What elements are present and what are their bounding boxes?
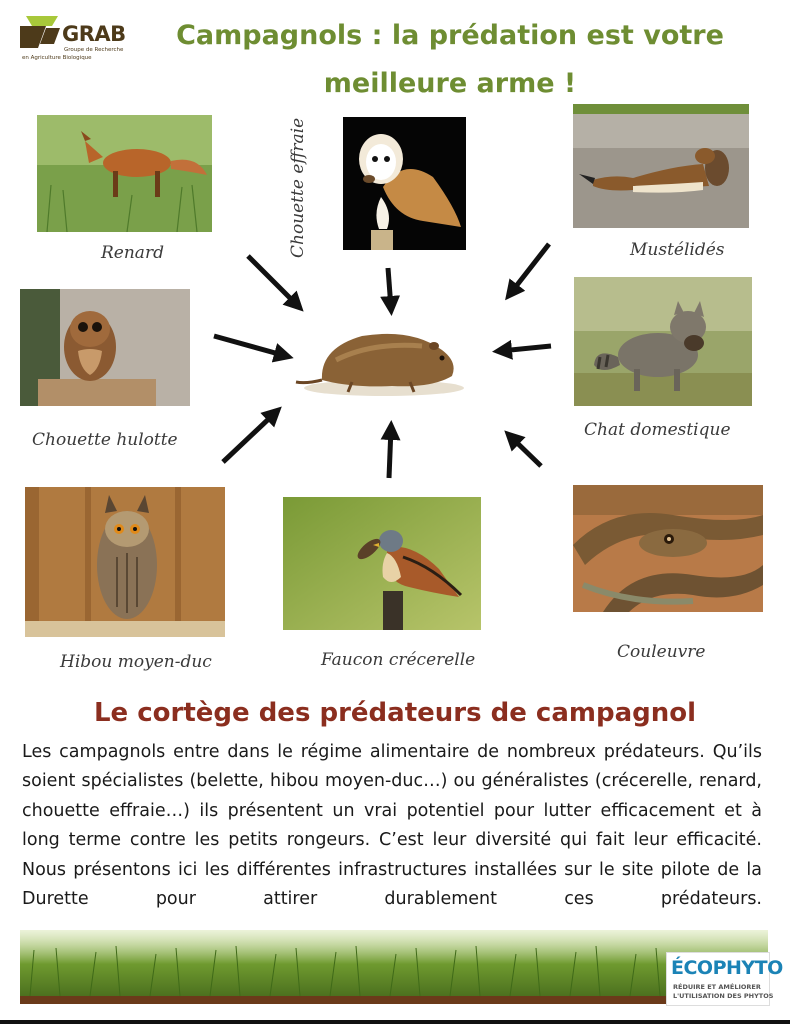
caption-mustelides: Mustélidés (630, 240, 725, 260)
page-title (150, 12, 750, 108)
logo-subtitle-1: Groupe de Recherche (64, 47, 124, 53)
logo-name: GRAB (62, 22, 126, 46)
photo-couleuvre (573, 485, 763, 612)
ecophyto-name: ÉCOPHYTO (671, 957, 783, 979)
caption-renard: Renard (101, 243, 164, 263)
photo-campagnol (292, 320, 474, 404)
caption-chouette-effraie: Chouette effraie (288, 117, 308, 258)
arrow-from-renard (248, 256, 298, 306)
footer-rule (0, 1020, 790, 1024)
arrow-from-chat-domestique (500, 346, 551, 351)
logo-subtitle-2: en Agriculture Biologique (22, 55, 92, 61)
photo-chouette-effraie (343, 117, 466, 250)
arrow-from-faucon-crecerelle (389, 428, 391, 478)
section-title: Le cortège des prédateurs de campagnol (93, 698, 697, 728)
photo-chat-domestique (574, 277, 752, 406)
arrow-from-chouette-effraie (388, 268, 391, 308)
photo-chouette-hulotte (20, 289, 190, 406)
grass-banner (20, 930, 768, 1004)
ecophyto-sub-1: RÉDUIRE ET AMÉLIORER (673, 983, 761, 991)
title-line-2: meilleure arme ! (323, 68, 577, 99)
caption-couleuvre: Couleuvre (617, 642, 706, 662)
ecophyto-sub-2: L'UTILISATION DES PHYTOS (673, 992, 774, 1000)
grab-logo-mark-icon (18, 14, 62, 50)
ecophyto-logo (666, 952, 783, 1006)
caption-chouette-hulotte: Chouette hulotte (32, 430, 178, 450)
grab-logo (18, 14, 148, 70)
arrow-from-chouette-hulotte (214, 336, 286, 356)
arrow-from-mustelides (510, 244, 549, 294)
photo-renard (37, 115, 212, 232)
photo-mustelides (573, 104, 749, 228)
arrow-from-hibou-moyen-duc (223, 412, 276, 462)
caption-hibou-moyen-duc: Hibou moyen-duc (60, 652, 212, 672)
arrow-from-couleuvre (510, 436, 541, 466)
photo-hibou-moyen-duc (25, 487, 225, 637)
title-line-1: Campagnols : la prédation est votre (176, 20, 724, 51)
caption-faucon-crecerelle: Faucon crécerelle (321, 650, 476, 670)
caption-chat-domestique: Chat domestique (584, 420, 731, 440)
photo-faucon-crecerelle (283, 497, 481, 630)
section-paragraph: Les campagnols entre dans le régime alimentaire de nombreux prédateurs. Qu’ils soient spécialistes (belette, hibou moyen-duc…) ou généralistes (crécerelle, renard, chouette effraie…) ils présentent un vrai potentiel pour lutter efficacement et à long terme contre les petits rongeurs. C’est leur diversité qui fait leur efficacité. Nous présentons ici les différentes infrastructures installées sur le site pilote de la Durette pour attirer durablement ces prédateurs. (22, 742, 762, 910)
